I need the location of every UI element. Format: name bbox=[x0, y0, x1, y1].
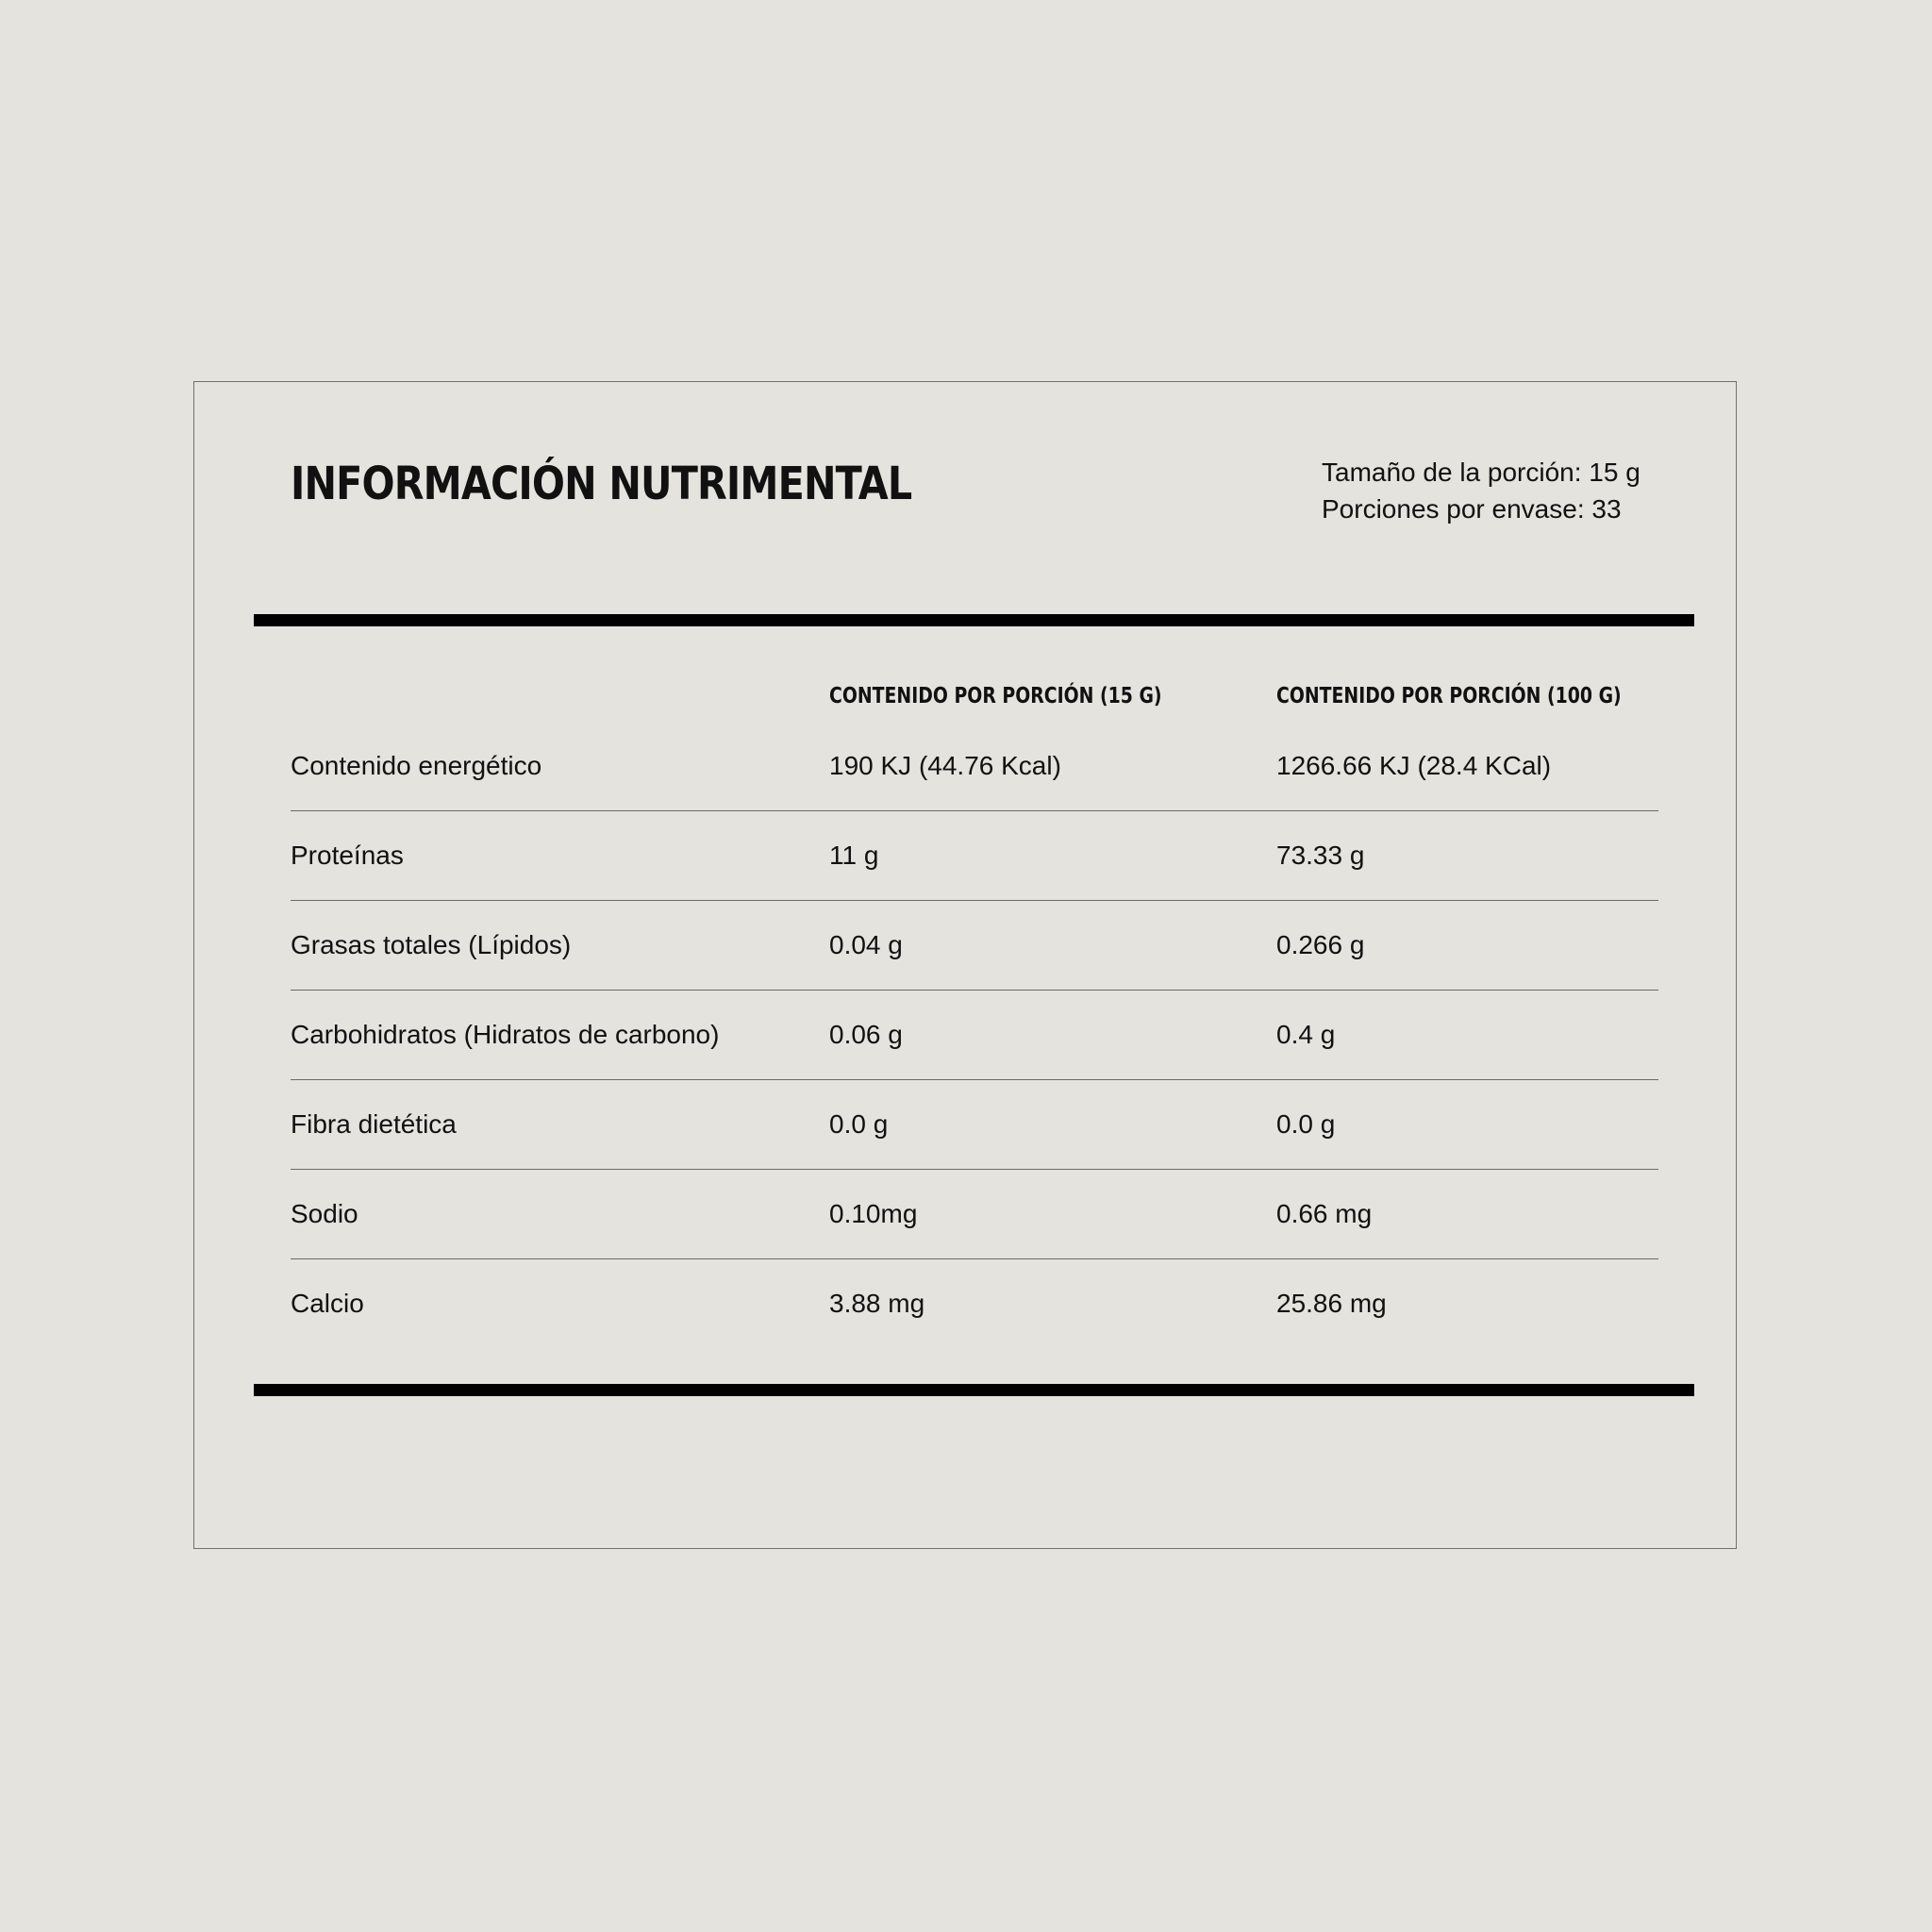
page-title: INFORMACIÓN NUTRIMENTAL bbox=[291, 458, 912, 510]
nutrient-name: Grasas totales (Lípidos) bbox=[291, 930, 572, 959]
nutrient-name: Proteínas bbox=[291, 841, 404, 870]
per-100g-value: 0.4 g bbox=[1276, 1020, 1336, 1049]
per-serving-value: 0.0 g bbox=[829, 1109, 889, 1139]
per-100g-value: 1266.66 KJ (28.4 KCal) bbox=[1276, 751, 1552, 780]
column-header-per-serving: CONTENIDO POR PORCIÓN (15 G) bbox=[829, 684, 1162, 708]
table-row bbox=[291, 1170, 1658, 1259]
nutrient-name: Contenido energético bbox=[291, 751, 542, 780]
table-row bbox=[291, 811, 1658, 901]
nutrition-label-card bbox=[193, 381, 1737, 1549]
nutrient-name: Fibra dietética bbox=[291, 1109, 457, 1139]
per-serving-value: 0.06 g bbox=[829, 1020, 903, 1049]
bottom-divider bbox=[254, 1384, 1694, 1396]
per-100g-value: 0.0 g bbox=[1276, 1109, 1336, 1139]
table-row bbox=[291, 901, 1658, 991]
per-100g-value: 0.266 g bbox=[1276, 930, 1365, 959]
table-row bbox=[291, 1259, 1658, 1348]
nutrition-table bbox=[291, 722, 1658, 1348]
per-serving-value: 0.10mg bbox=[829, 1199, 918, 1228]
column-header-per-100g: CONTENIDO POR PORCIÓN (100 G) bbox=[1276, 684, 1622, 708]
servings-per-container: Porciones por envase: 33 bbox=[1322, 494, 1622, 524]
nutrient-name: Sodio bbox=[291, 1199, 358, 1228]
top-divider bbox=[254, 614, 1694, 626]
per-100g-value: 25.86 mg bbox=[1276, 1289, 1387, 1318]
per-serving-value: 0.04 g bbox=[829, 930, 903, 959]
serving-size: Tamaño de la porción: 15 g bbox=[1322, 458, 1641, 487]
per-serving-value: 11 g bbox=[829, 841, 879, 870]
per-100g-value: 0.66 mg bbox=[1276, 1199, 1373, 1228]
nutrient-name: Calcio bbox=[291, 1289, 364, 1318]
table-row bbox=[291, 722, 1658, 811]
nutrient-name: Carbohidratos (Hidratos de carbono) bbox=[291, 1020, 720, 1049]
table-row bbox=[291, 1080, 1658, 1170]
serving-info bbox=[1322, 454, 1641, 527]
table-row bbox=[291, 991, 1658, 1080]
per-100g-value: 73.33 g bbox=[1276, 841, 1365, 870]
per-serving-value: 190 KJ (44.76 Kcal) bbox=[829, 751, 1061, 780]
per-serving-value: 3.88 mg bbox=[829, 1289, 925, 1318]
